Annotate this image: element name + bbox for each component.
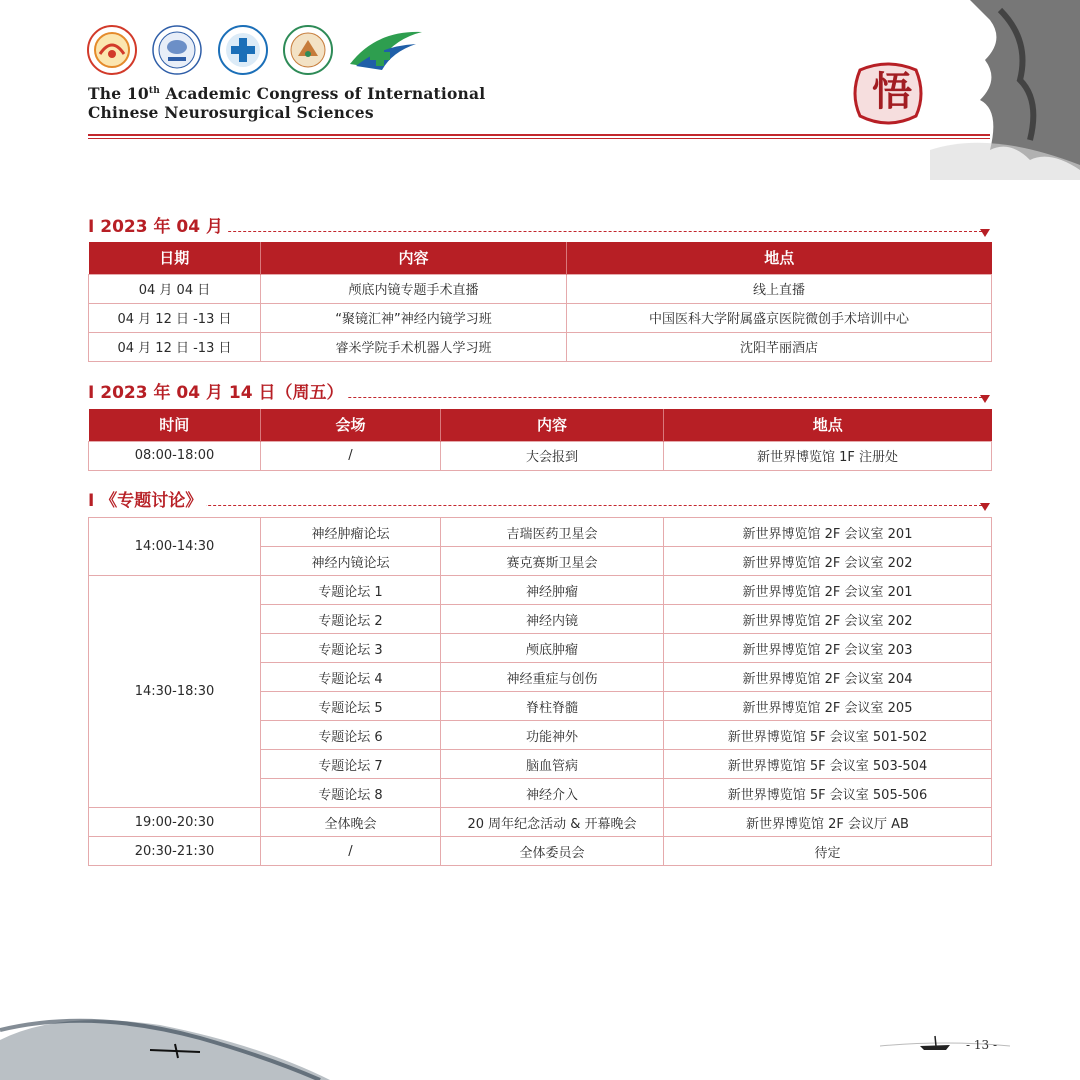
table-row	[89, 332, 992, 361]
cell-venue: 专题论坛 7	[261, 750, 441, 779]
cell-content: 脊柱脊髓	[441, 692, 664, 721]
cell-content: 功能神外	[441, 721, 664, 750]
col-header-location: 地点	[664, 409, 992, 441]
table-header-row	[89, 242, 992, 274]
congress-title-line2: Chinese Neurosurgical Sciences	[88, 103, 374, 123]
col-header-content: 内容	[261, 242, 567, 274]
cell-location: 新世界博览馆 2F 会议室 202	[664, 605, 992, 634]
table-row	[89, 303, 992, 332]
cell-venue: /	[261, 837, 441, 866]
logo-icnn-icon	[151, 24, 203, 76]
section1-title: I 2023 年 04 月	[88, 216, 227, 238]
col-header-time: 时间	[89, 409, 261, 441]
cell-location: 新世界博览馆 2F 会议室 201	[664, 576, 992, 605]
logo-emblem-1-icon	[86, 24, 138, 76]
cell-location: 新世界博览馆 5F 会议室 503-504	[664, 750, 992, 779]
cell-content: 神经介入	[441, 779, 664, 808]
logo-cross-wing-icon	[346, 24, 426, 76]
page-number: - 13 -	[966, 1038, 998, 1052]
col-header-content: 内容	[441, 409, 664, 441]
triangle-down-icon	[980, 229, 990, 237]
table-row	[89, 274, 992, 303]
cell-content: 脑血管病	[441, 750, 664, 779]
cell-time: 19:00-20:30	[89, 808, 261, 837]
cell-content: 大会报到	[441, 441, 664, 470]
triangle-down-icon	[980, 503, 990, 511]
cell-date: 04 月 04 日	[89, 274, 261, 303]
logo-emblem-4-icon	[282, 24, 334, 76]
section3-dashed-line	[88, 505, 982, 506]
section2-table	[88, 409, 992, 471]
cell-content: 20 周年纪念活动 & 开幕晚会	[441, 808, 664, 837]
cell-time: 20:30-21:30	[89, 837, 261, 866]
cell-location: 新世界博览馆 5F 会议室 501-502	[664, 721, 992, 750]
cell-venue: 神经肿瘤论坛	[261, 518, 441, 547]
cell-content: 神经肿瘤	[441, 576, 664, 605]
cell-time: 08:00-18:00	[89, 441, 261, 470]
col-header-location: 地点	[567, 242, 992, 274]
section3-title: I 《专题讨论》	[88, 490, 206, 512]
cell-content: 赛克赛斯卫星会	[441, 547, 664, 576]
cell-time: 14:30-18:30	[89, 576, 261, 808]
cell-venue: 全体晚会	[261, 808, 441, 837]
cell-content: 颅底内镜专题手术直播	[261, 274, 567, 303]
congress-title	[88, 82, 485, 122]
table-row	[89, 808, 992, 837]
cell-venue: 专题论坛 4	[261, 663, 441, 692]
cell-location: 新世界博览馆 2F 会议室 205	[664, 692, 992, 721]
section1-header	[88, 216, 992, 240]
cell-time: 14:00-14:30	[89, 518, 261, 576]
table-header-row	[89, 409, 992, 441]
congress-title-line1: The 10th Academic Congress of International	[88, 84, 486, 104]
cell-location: 新世界博览馆 2F 会议厅 AB	[664, 808, 992, 837]
cell-content: 神经内镜	[441, 605, 664, 634]
triangle-down-icon	[980, 395, 990, 403]
table-row	[89, 576, 992, 605]
cell-venue: 专题论坛 8	[261, 779, 441, 808]
section2-header	[88, 382, 992, 406]
table-row	[89, 518, 992, 547]
cell-content: 神经重症与创伤	[441, 663, 664, 692]
cell-content: 睿米学院手术机器人学习班	[261, 332, 567, 361]
cell-location: 新世界博览馆 2F 会议室 202	[664, 547, 992, 576]
seal-character: 悟	[872, 68, 912, 115]
cell-location: 线上直播	[567, 274, 992, 303]
cell-venue: /	[261, 441, 441, 470]
ink-swirl-icon	[0, 1010, 330, 1080]
cell-content: 吉瑞医药卫星会	[441, 518, 664, 547]
cell-location: 新世界博览馆 2F 会议室 204	[664, 663, 992, 692]
table-row	[89, 441, 992, 470]
cell-location: 沈阳芊丽酒店	[567, 332, 992, 361]
table-row	[89, 837, 992, 866]
cell-location: 新世界博览馆 1F 注册处	[664, 441, 992, 470]
section2-title: I 2023 年 04 月 14 日（周五）	[88, 382, 347, 404]
col-header-date: 日期	[89, 242, 261, 274]
cell-venue: 神经内镜论坛	[261, 547, 441, 576]
cell-date: 04 月 12 日 -13 日	[89, 303, 261, 332]
header-divider	[88, 134, 990, 139]
cell-venue: 专题论坛 6	[261, 721, 441, 750]
logo-emblem-3-icon	[217, 24, 269, 76]
cell-location: 新世界博览馆 5F 会议室 505-506	[664, 779, 992, 808]
cell-location: 新世界博览馆 2F 会议室 203	[664, 634, 992, 663]
section1-table	[88, 242, 992, 362]
section3-table	[88, 517, 992, 866]
cell-content: “聚镜汇神”神经内镜学习班	[261, 303, 567, 332]
cell-location: 中国医科大学附属盛京医院微创手术培训中心	[567, 303, 992, 332]
ink-mountain-icon	[930, 0, 1080, 180]
section3-header	[88, 490, 992, 514]
col-header-venue: 会场	[261, 409, 441, 441]
cell-venue: 专题论坛 3	[261, 634, 441, 663]
cell-location: 新世界博览馆 2F 会议室 201	[664, 518, 992, 547]
cell-venue: 专题论坛 1	[261, 576, 441, 605]
cell-venue: 专题论坛 2	[261, 605, 441, 634]
cell-content: 全体委员会	[441, 837, 664, 866]
cell-date: 04 月 12 日 -13 日	[89, 332, 261, 361]
cell-venue: 专题论坛 5	[261, 692, 441, 721]
cell-content: 颅底肿瘤	[441, 634, 664, 663]
cell-location: 待定	[664, 837, 992, 866]
